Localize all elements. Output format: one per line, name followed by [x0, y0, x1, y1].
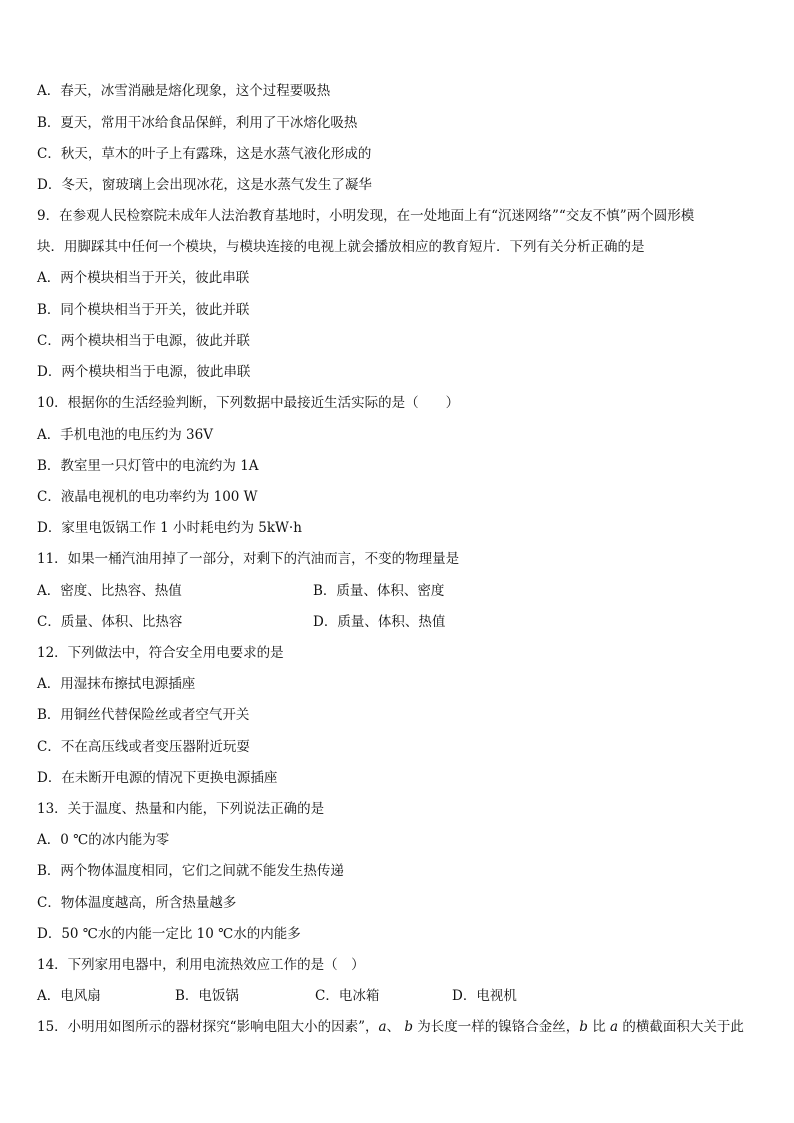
q15-var-a: a [378, 1019, 387, 1035]
q15-text-2: 、 [386, 1019, 405, 1035]
q10-stem: 10．根据你的生活经验判断，下列数据中最接近生活实际的是（ ） [37, 395, 460, 411]
q8-option-b: B．夏天，常用干冰给食品保鲜，利用了干冰熔化吸热 [37, 115, 358, 131]
q9-stem-line2: 块．用脚踩其中任何一个模块，与模块连接的电视上就会播放相应的教育短片．下列有关分析正确的是 [37, 239, 645, 255]
q12-stem: 12．下列做法中，符合安全用电要求的是 [37, 645, 284, 661]
q13-option-a: A．0 ℃的冰内能为零 [37, 832, 170, 848]
q14-option-a: A．电风扇 [37, 988, 101, 1004]
q14-option-d: D．电视机 [452, 988, 517, 1004]
q8-option-a: A．春天，冰雪消融是熔化现象，这个过程要吸热 [37, 83, 331, 99]
q11-option-a: A．密度、比热容、热值 [37, 583, 182, 599]
q15-var-b: b [404, 1019, 413, 1035]
q8-option-c: C．秋天，草木的叶子上有露珠，这是水蒸气液化形成的 [37, 146, 372, 162]
q10-option-c: C．液晶电视机的电功率约为 100 W [37, 489, 258, 505]
q15-var-a-2: a [610, 1019, 619, 1035]
q11-option-d: D．质量、体积、热值 [313, 614, 446, 630]
q14-option-c: C．电冰箱 [315, 988, 380, 1004]
q9-option-b: B．同个模块相当于开关，彼此并联 [37, 302, 250, 318]
q11-options-row1 [37, 582, 757, 600]
q15-text-5: 的横截面积大关于此 [618, 1019, 744, 1035]
q12-option-d: D．在未断开电源的情况下更换电源插座 [37, 770, 278, 786]
q15-text-3: 为长度一样的镍铬合金丝， [413, 1019, 580, 1035]
q12-option-a: A．用湿抹布擦拭电源插座 [37, 676, 196, 692]
q10-option-b: B．教室里一只灯管中的电流约为 1A [37, 458, 259, 474]
q12-option-b: B．用铜丝代替保险丝或者空气开关 [37, 707, 250, 723]
q14-stem: 14．下列家用电器中，利用电流热效应工作的是（ ） [37, 957, 365, 973]
q11-stem: 11．如果一桶汽油用掉了一部分，对剩下的汽油而言，不变的物理量是 [37, 551, 460, 567]
q15-var-b-2: b [579, 1019, 588, 1035]
q14-option-b: B．电饭锅 [175, 988, 239, 1004]
q15-text-4: 比 [587, 1019, 611, 1035]
q10-option-d: D．家里电饭锅工作 1 小时耗电约为 5kW·h [37, 520, 302, 536]
q11-option-c: C．质量、体积、比热容 [37, 614, 183, 630]
q11-option-b: B．质量、体积、密度 [313, 583, 445, 599]
q9-stem-line1: 9．在参观人民检察院未成年人法治教育基地时，小明发现，在一处地面上有“沉迷网络”“交友不慎”两个圆形模 [37, 208, 695, 224]
q11-options-row2 [37, 613, 757, 631]
q9-option-d: D．两个模块相当于电源，彼此串联 [37, 364, 251, 380]
q9-option-c: C．两个模块相当于电源，彼此并联 [37, 333, 250, 349]
q10-option-a: A．手机电池的电压约为 36V [37, 427, 213, 443]
q12-option-c: C．不在高压线或者变压器附近玩耍 [37, 739, 250, 755]
q15-text-1: 15．小明用如图所示的器材探究“影响电阻大小的因素”， [37, 1019, 379, 1035]
q13-option-c: C．物体温度越高，所含热量越多 [37, 895, 237, 911]
q9-option-a: A．两个模块相当于开关，彼此串联 [37, 270, 250, 286]
q13-option-d: D．50 ℃水的内能一定比 10 ℃水的内能多 [37, 926, 301, 942]
q15-stem [37, 1018, 744, 1036]
q13-stem: 13．关于温度、热量和内能，下列说法正确的是 [37, 801, 325, 817]
q13-option-b: B．两个物体温度相同，它们之间就不能发生热传递 [37, 863, 344, 879]
q8-option-d: D．冬天，窗玻璃上会出现冰花，这是水蒸气发生了凝华 [37, 177, 372, 193]
